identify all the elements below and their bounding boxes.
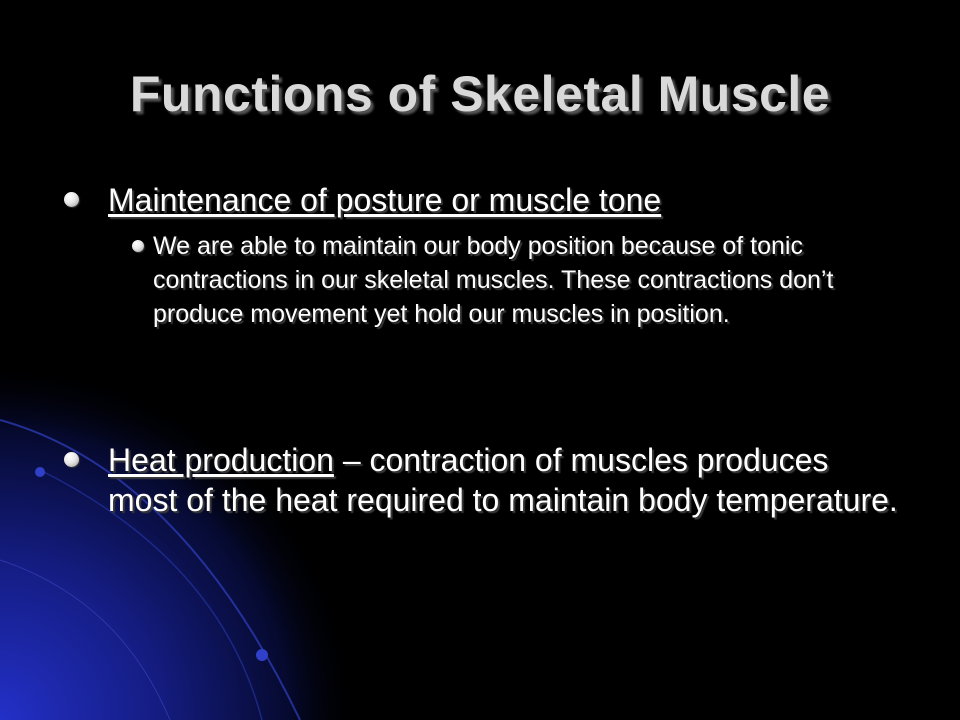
bullet-icon: [64, 192, 79, 207]
sub-bullet-icon: [132, 240, 144, 252]
item-heat-description: – contraction of muscles produces most of the heat required to maintain body temperature.: [108, 442, 898, 518]
item-heat-production: [108, 440, 898, 520]
item-heading-heat: Heat production: [108, 442, 334, 478]
decor-dot-1: [35, 467, 45, 477]
sub-item-posture-detail: We are able to maintain our body position because of tonic contractions in our skeletal muscles. These contractions don’t produce movement yet hold our muscles in position.: [153, 232, 834, 328]
item-heading-posture: Maintenance of posture or muscle tone: [108, 182, 662, 218]
blue-glow: [0, 360, 420, 720]
decor-dot-2: [256, 649, 268, 661]
bullet-icon: [64, 452, 79, 467]
slide-title: Functions of Skeletal Muscle: [129, 66, 831, 122]
